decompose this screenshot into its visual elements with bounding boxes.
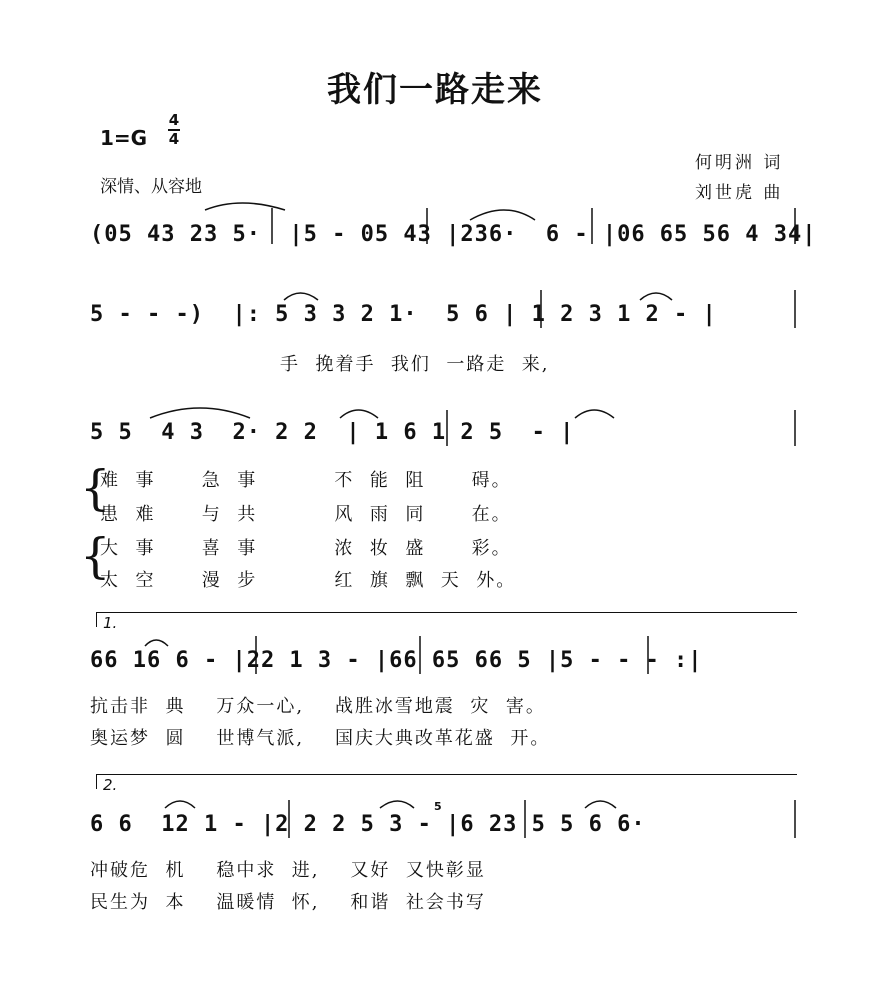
lyric-row-3-verse-1: 难 事 急 事 不 能 阻 碍。	[100, 470, 512, 491]
slur	[205, 203, 285, 210]
key-signature: 1=G	[100, 126, 148, 150]
time-signature-bottom: 4	[168, 130, 180, 148]
lyric-row-5-verse-2: 民生为 本 温暖情 怀, 和谐 社会书写	[90, 892, 486, 913]
composer-credit: 刘世虎 曲	[695, 183, 784, 203]
volta-2-label: 2.	[103, 776, 118, 794]
lyric-row-4-verse-2: 奥运梦 圆 世博气派, 国庆大典改革花盛 开。	[90, 728, 551, 749]
volta-1-label: 1.	[103, 614, 118, 632]
slur	[585, 801, 616, 808]
notation-row-1: (05 43 23 5· |5 - 05 43 |236· 6 - |06 65 56 4 34|	[90, 222, 817, 247]
slur	[340, 410, 378, 418]
lyricist-credit: 何明洲 词	[695, 153, 784, 173]
notation-row-4: 66 16 6 - |22 1 3 - |66 65 66 5 |5 - - - :|	[90, 648, 703, 673]
slur	[145, 640, 168, 646]
slur	[165, 801, 195, 808]
verse-bracket-upper: {	[80, 460, 111, 516]
lyric-row-3-verse-2: 患 难 与 共 风 雨 同 在。	[100, 504, 512, 525]
slur	[575, 410, 614, 418]
slur	[470, 210, 535, 220]
tempo-marking: 深情、从容地	[100, 177, 202, 197]
slur	[284, 293, 318, 300]
song-title: 我们一路走来	[327, 70, 543, 110]
lyric-row-4-verse-1: 抗击非 典 万众一心, 战胜冰雪地震 灾 害。	[90, 696, 546, 717]
slur	[640, 293, 672, 300]
lyric-row-3-verse-3: 大 事 喜 事 浓 妆 盛 彩。	[100, 538, 512, 559]
time-signature-top: 4	[168, 111, 180, 129]
notation-row-2: 5 - - -) |: 5 3 3 2 1· 5 6 | 1 2 3 1 2 - |	[90, 302, 717, 327]
lyric-row-5-verse-1: 冲破危 机 稳中求 进, 又好 又快彰显	[90, 860, 486, 881]
notation-row-3: 5 5 4 3 2· 2 2 | 1 6 1 2 5 - |	[90, 420, 575, 445]
slur	[150, 408, 250, 418]
verse-bracket-lower: {	[80, 528, 111, 584]
notation-row-5: 6 6 12 1 - |2 2 2 5 3 - |6 23 5 5 6 6·	[90, 812, 646, 837]
lyric-row-3-verse-4: 太 空 漫 步 红 旗 飘 天 外。	[100, 570, 517, 591]
slur	[380, 801, 414, 808]
lyric-row-2-verse-1: 手 挽着手 我们 一路走 来,	[280, 354, 550, 375]
grace-note: 5	[434, 800, 442, 813]
